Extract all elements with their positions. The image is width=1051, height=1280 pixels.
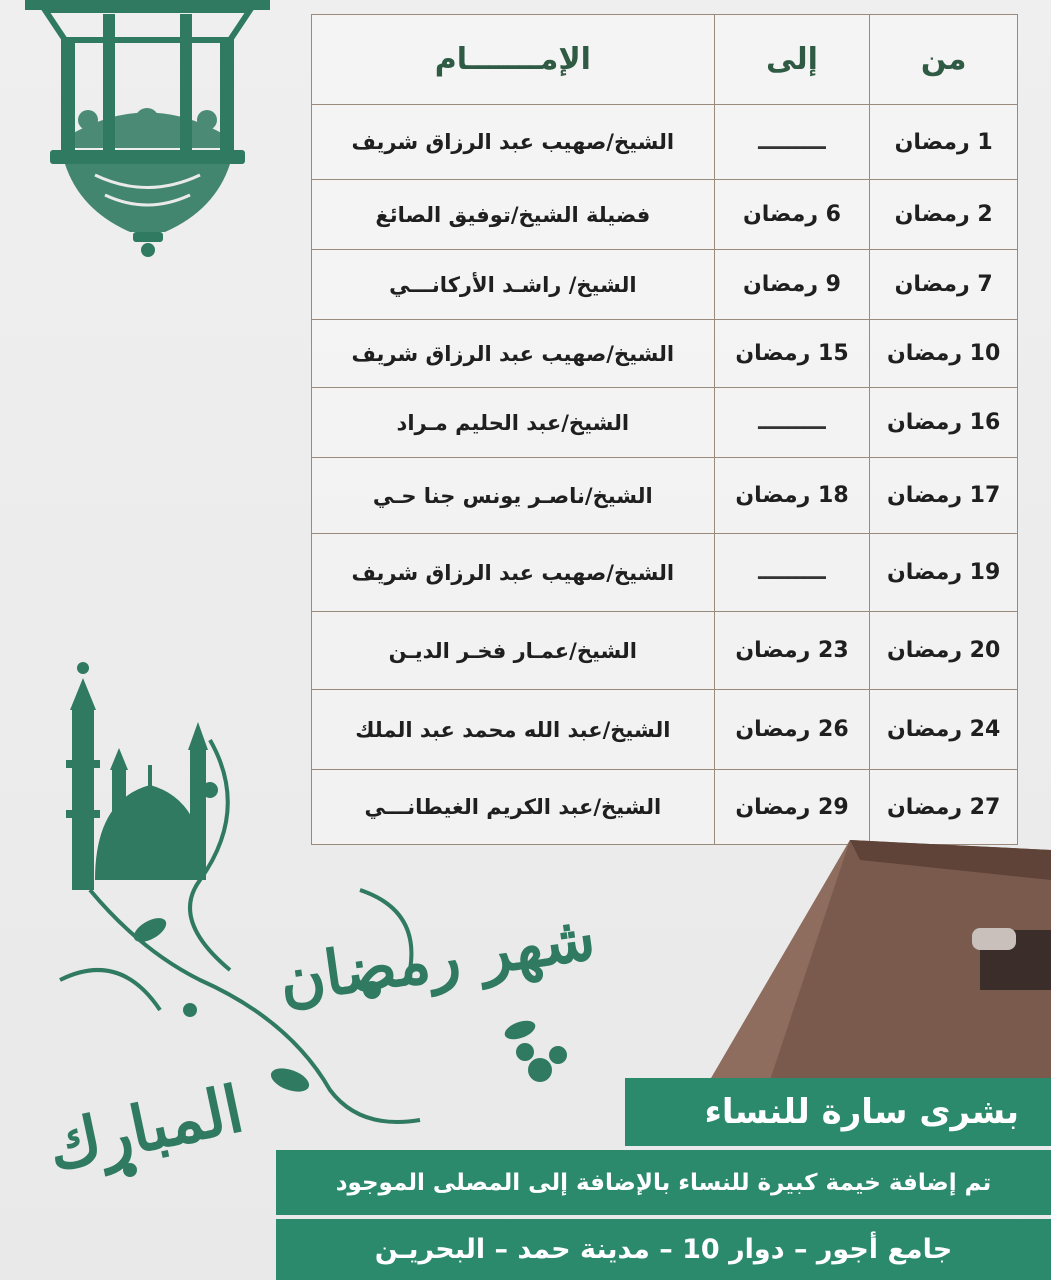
cell-imam: الشيخ/صهيب عبد الرزاق شريف: [312, 105, 715, 180]
cell-to: 6 رمضان: [714, 180, 870, 250]
cell-from: 1 رمضان: [870, 105, 1018, 180]
cell-imam: الشيخ/عمـار فخـر الديـن: [312, 612, 715, 690]
cell-from: 7 رمضان: [870, 250, 1018, 320]
calligraphy-mubarak: المبارك: [41, 1071, 250, 1187]
announcement-address: جامع أجور – دوار 10 – مدينة حمد – البحريـن: [276, 1219, 1051, 1280]
cell-from: 24 رمضان: [870, 690, 1018, 770]
cell-from: 17 رمضان: [870, 458, 1018, 534]
cell-to: ـــــــــ: [714, 388, 870, 458]
cell-imam: الشيخ/ناصـر يونس جنا حـي: [312, 458, 715, 534]
calligraphy-ramadan: شهر رمضان: [274, 900, 600, 1017]
cell-to: 15 رمضان: [714, 320, 870, 388]
cell-imam: الشيخ/عبد الله محمد عبد الملك: [312, 690, 715, 770]
cell-to: 9 رمضان: [714, 250, 870, 320]
cell-to: 23 رمضان: [714, 612, 870, 690]
cell-from: 2 رمضان: [870, 180, 1018, 250]
table-row: [312, 105, 1018, 180]
announcement-title: بشرى سارة للنساء: [625, 1078, 1051, 1146]
cell-from: 10 رمضان: [870, 320, 1018, 388]
table-row: [312, 180, 1018, 250]
cell-to: 29 رمضان: [714, 770, 870, 845]
table-row: [312, 534, 1018, 612]
table-row: [312, 250, 1018, 320]
cell-to: ـــــــــ: [714, 534, 870, 612]
lantern-icon: [25, 0, 270, 258]
cell-to: 18 رمضان: [714, 458, 870, 534]
cell-from: 27 رمضان: [870, 770, 1018, 845]
table-row: [312, 458, 1018, 534]
cell-imam: فضيلة الشيخ/توفيق الصائغ: [312, 180, 715, 250]
cell-imam: الشيخ/صهيب عبد الرزاق شريف: [312, 534, 715, 612]
cell-from: 19 رمضان: [870, 534, 1018, 612]
cell-from: 16 رمضان: [870, 388, 1018, 458]
announcement-description: تم إضافة خيمة كبيرة للنساء بالإضافة إلى المصلى الموجود: [276, 1150, 1051, 1215]
cell-imam: الشيخ/ راشـد الأركانـــي: [312, 250, 715, 320]
cell-imam: الشيخ/صهيب عبد الرزاق شريف: [312, 320, 715, 388]
header-from: من: [870, 15, 1018, 105]
table-row: [312, 320, 1018, 388]
mosque-icon: [66, 662, 208, 890]
header-imam: الإمـــــــام: [312, 15, 715, 105]
table-row: [312, 388, 1018, 458]
header-to: إلى: [714, 15, 870, 105]
tent-icon: [710, 840, 1051, 1085]
cell-imam: الشيخ/عبد الحليم مـراد: [312, 388, 715, 458]
cell-to: 26 رمضان: [714, 690, 870, 770]
cell-imam: الشيخ/عبد الكريم الغيطانـــي: [312, 770, 715, 845]
table-header-row: [312, 15, 1018, 105]
cell-from: 20 رمضان: [870, 612, 1018, 690]
cell-to: ـــــــــ: [714, 105, 870, 180]
